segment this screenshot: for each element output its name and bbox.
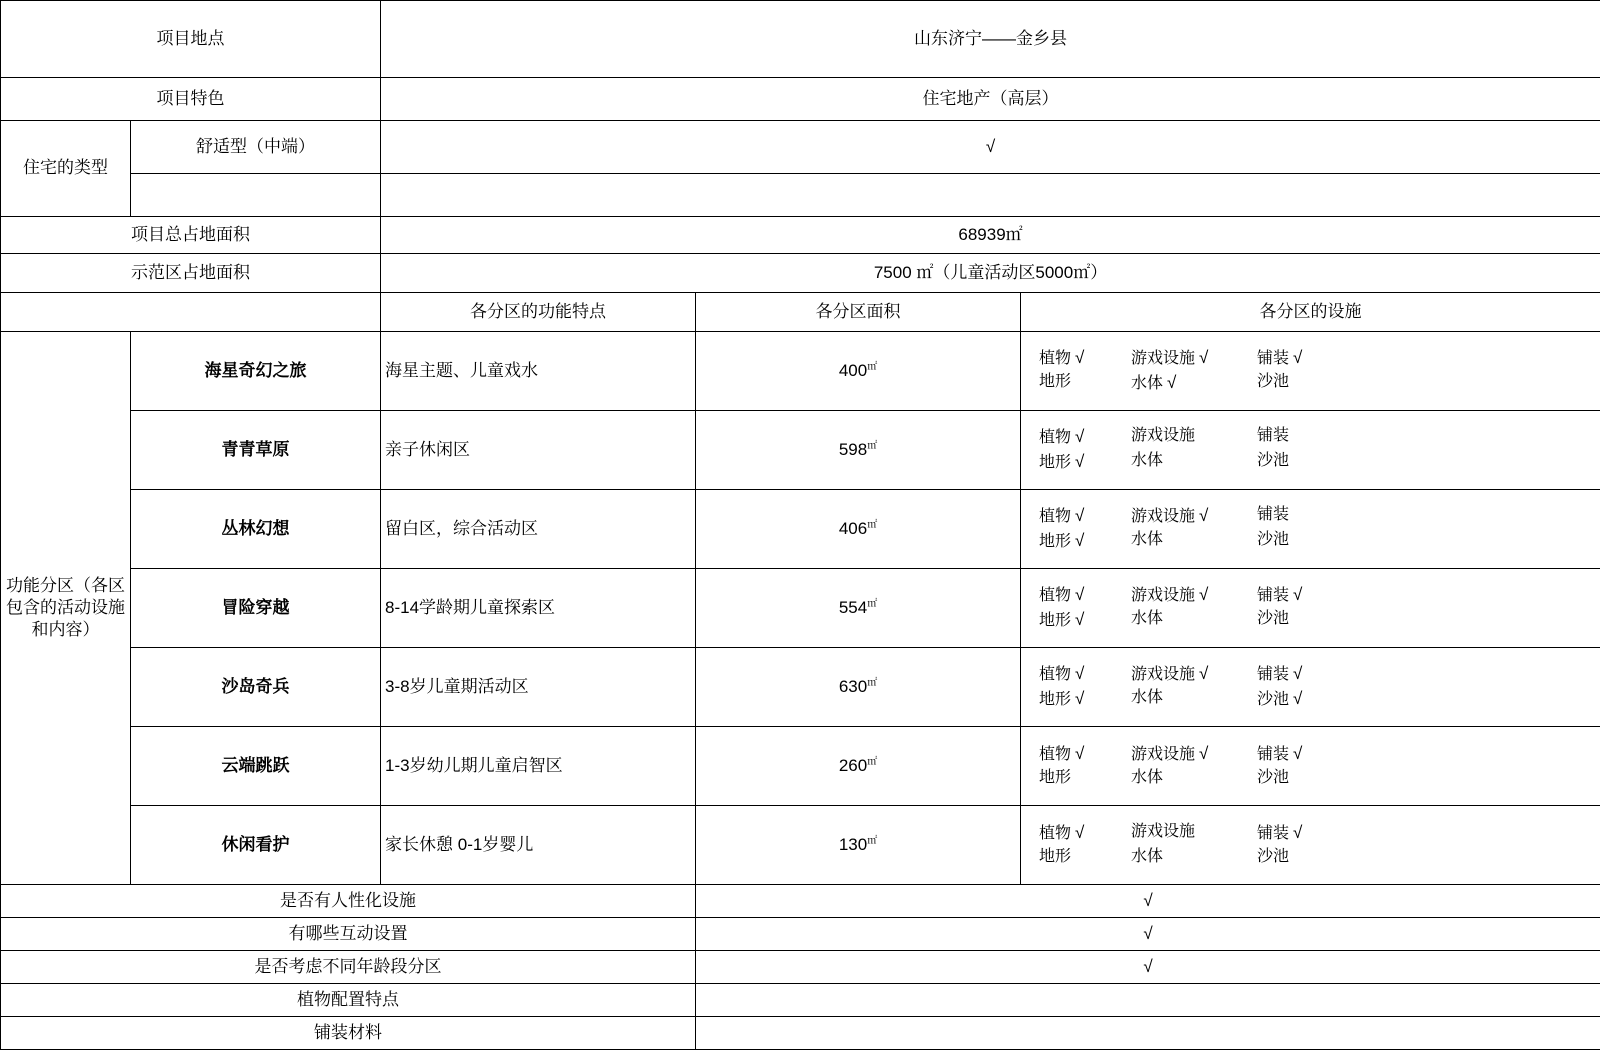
- facility-plant-mark: √: [1075, 822, 1084, 844]
- zone-area: [696, 648, 1021, 727]
- zone-header-blank: [1, 293, 381, 332]
- facility-sand: 沙池: [1257, 768, 1341, 789]
- zone-function: 海星主题、儿童戏水: [381, 332, 696, 411]
- zone-area: [696, 569, 1021, 648]
- table-row-zone: [1, 648, 1600, 727]
- facility-game-mark: √: [1199, 347, 1208, 369]
- value-location: 山东济宁——金乡县: [381, 1, 1600, 78]
- facility-plant-mark: √: [1075, 584, 1084, 606]
- facility-game: 游戏设施 √: [1131, 663, 1251, 686]
- facility-paving: 铺装 √: [1257, 663, 1341, 686]
- facility-water: 水体: [1131, 451, 1251, 474]
- label-housing-subtype-empty: [131, 174, 381, 217]
- facility-sand: 沙池: [1257, 451, 1341, 474]
- zone-area: [696, 411, 1021, 490]
- label-demo-area: 示范区占地面积: [1, 254, 381, 293]
- facility-plant: 植物 √: [1039, 347, 1125, 370]
- value-demo-area: 7500 ㎡（儿童活动区5000㎡）: [381, 254, 1600, 293]
- footer-label-age-zoning: 是否考虑不同年龄段分区: [1, 951, 696, 984]
- table-row-zone: [1, 332, 1600, 411]
- facility-plant: 植物 √: [1039, 584, 1125, 607]
- facility-game: 游戏设施: [1131, 822, 1251, 845]
- zone-function: 8-14学龄期儿童探索区: [381, 569, 696, 648]
- label-housing-type: 住宅的类型: [1, 121, 131, 217]
- zone-header-area: 各分区面积: [696, 293, 1021, 332]
- zone-area-value: 260: [839, 756, 867, 775]
- zone-area-unit: ㎡: [867, 361, 877, 372]
- zone-area-value: 554: [839, 598, 867, 617]
- table-row-footer: [1, 1017, 1600, 1050]
- facility-sand: 沙池: [1257, 847, 1341, 868]
- facility-paving-mark: √: [1293, 743, 1302, 765]
- zone-name: 沙岛奇兵: [131, 648, 381, 727]
- facility-terrain-mark: √: [1075, 451, 1084, 473]
- footer-label-interactive-setting: 有哪些互动设置: [1, 918, 696, 951]
- zone-facilities: [1021, 332, 1600, 411]
- facility-plant-mark: √: [1075, 743, 1084, 765]
- facility-plant-mark: √: [1075, 505, 1084, 527]
- facility-plant-mark: √: [1075, 347, 1084, 369]
- zone-function: 1-3岁幼儿期儿童启智区: [381, 727, 696, 806]
- table-row-zone: [1, 569, 1600, 648]
- table-row-housing-type-empty: [1, 174, 1600, 217]
- facility-plant: 植物 √: [1039, 505, 1125, 528]
- zone-area-unit: ㎡: [867, 519, 877, 530]
- footer-label-plant-config: 植物配置特点: [1, 984, 696, 1017]
- facility-game: 游戏设施 √: [1131, 584, 1251, 607]
- facility-game-mark: √: [1199, 663, 1208, 685]
- zone-facilities: [1021, 806, 1600, 885]
- facility-plant: 植物 √: [1039, 426, 1125, 449]
- footer-value-plant-config: [696, 984, 1600, 1017]
- zone-area-value: 406: [839, 519, 867, 538]
- zone-area-value: 630: [839, 677, 867, 696]
- facility-water: 水体: [1131, 847, 1251, 868]
- zone-name: 冒险穿越: [131, 569, 381, 648]
- facility-game: 游戏设施: [1131, 426, 1251, 449]
- zone-name: 青青草原: [131, 411, 381, 490]
- facility-sand: 沙池 √: [1257, 688, 1341, 711]
- facility-paving-mark: √: [1293, 822, 1302, 844]
- facility-game-mark: √: [1199, 743, 1208, 765]
- table-row-footer: [1, 951, 1600, 984]
- zone-area-unit: ㎡: [867, 677, 877, 688]
- footer-value-humanized-facility: √: [696, 885, 1600, 918]
- zone-name: 休闲看护: [131, 806, 381, 885]
- footer-label-paving-material: 铺装材料: [1, 1017, 696, 1050]
- zone-facilities: [1021, 490, 1600, 569]
- facility-plant: 植物 √: [1039, 743, 1125, 766]
- footer-label-humanized-facility: 是否有人性化设施: [1, 885, 696, 918]
- facility-sand-mark: √: [1293, 688, 1302, 710]
- zone-area: [696, 727, 1021, 806]
- facility-game-mark: √: [1199, 505, 1208, 527]
- zone-facilities: [1021, 648, 1600, 727]
- footer-value-interactive-setting: √: [696, 918, 1600, 951]
- zone-facilities: [1021, 727, 1600, 806]
- facility-paving: 铺装 √: [1257, 743, 1341, 766]
- zone-function: 留白区，综合活动区: [381, 490, 696, 569]
- facility-water: 水体: [1131, 768, 1251, 789]
- facility-paving-mark: √: [1293, 584, 1302, 606]
- table-row-demo-area: [1, 254, 1600, 293]
- zone-name: 丛林幻想: [131, 490, 381, 569]
- table-row-zone-header: [1, 293, 1600, 332]
- table-row-footer: [1, 984, 1600, 1017]
- table-row-zone: [1, 727, 1600, 806]
- value-housing-subtype-empty: [381, 174, 1600, 217]
- value-total-area: 68939㎡: [381, 217, 1600, 254]
- table-row-feature: [1, 78, 1600, 121]
- facility-water: 水体: [1131, 609, 1251, 632]
- label-feature: 项目特色: [1, 78, 381, 121]
- facility-paving: 铺装 √: [1257, 584, 1341, 607]
- table-row-location: [1, 1, 1600, 78]
- zone-name: 海星奇幻之旅: [131, 332, 381, 411]
- facility-terrain: 地形: [1039, 847, 1125, 868]
- zone-area-value: 598: [839, 440, 867, 459]
- zone-function: 亲子休闲区: [381, 411, 696, 490]
- zone-area-unit: ㎡: [867, 835, 877, 846]
- facility-game-mark: √: [1199, 584, 1208, 606]
- zone-area-unit: ㎡: [867, 756, 877, 767]
- facility-terrain-mark: √: [1075, 609, 1084, 631]
- facility-terrain-mark: √: [1075, 530, 1084, 552]
- facility-terrain: 地形 √: [1039, 609, 1125, 632]
- footer-value-age-zoning: √: [696, 951, 1600, 984]
- zone-header-function: 各分区的功能特点: [381, 293, 696, 332]
- table-row-housing-type: [1, 121, 1600, 174]
- zone-area: [696, 490, 1021, 569]
- facility-terrain-mark: √: [1075, 688, 1084, 710]
- facility-water: 水体: [1131, 530, 1251, 553]
- zone-facilities: [1021, 569, 1600, 648]
- facility-plant-mark: √: [1075, 663, 1084, 685]
- table-row-zone: [1, 490, 1600, 569]
- facility-sand: 沙池: [1257, 609, 1341, 632]
- value-housing-subtype: √: [381, 121, 1600, 174]
- zone-area-unit: ㎡: [867, 440, 877, 451]
- facility-plant-mark: √: [1075, 426, 1084, 448]
- facility-game: 游戏设施 √: [1131, 743, 1251, 766]
- facility-paving: 铺装: [1257, 505, 1341, 528]
- facility-paving: 铺装: [1257, 426, 1341, 449]
- facility-terrain: 地形: [1039, 768, 1125, 789]
- label-total-area: 项目总占地面积: [1, 217, 381, 254]
- zone-area-unit: ㎡: [867, 598, 877, 609]
- zone-area: [696, 332, 1021, 411]
- facility-paving: 铺装 √: [1257, 822, 1341, 845]
- facility-sand: 沙池: [1257, 372, 1341, 395]
- table-row-zone: [1, 806, 1600, 885]
- table-row-zone: [1, 411, 1600, 490]
- zone-name: 云端跳跃: [131, 727, 381, 806]
- facility-paving: 铺装 √: [1257, 347, 1341, 370]
- facility-terrain: 地形: [1039, 372, 1125, 395]
- facility-game: 游戏设施 √: [1131, 505, 1251, 528]
- table-row-total-area: [1, 217, 1600, 254]
- facility-game: 游戏设施 √: [1131, 347, 1251, 370]
- facility-terrain: 地形 √: [1039, 451, 1125, 474]
- zone-area-value: 400: [839, 361, 867, 380]
- facility-water-mark: √: [1167, 372, 1176, 394]
- facility-plant: 植物 √: [1039, 822, 1125, 845]
- zone-area: [696, 806, 1021, 885]
- label-housing-subtype: 舒适型（中端）: [131, 121, 381, 174]
- zone-facilities: [1021, 411, 1600, 490]
- footer-value-paving-material: [696, 1017, 1600, 1050]
- facility-sand: 沙池: [1257, 530, 1341, 553]
- facility-paving-mark: √: [1293, 347, 1302, 369]
- facility-terrain: 地形 √: [1039, 688, 1125, 711]
- facility-water: 水体 √: [1131, 372, 1251, 395]
- value-feature: 住宅地产（高层）: [381, 78, 1600, 121]
- table-row-footer: [1, 918, 1600, 951]
- label-function-zones: 功能分区（各区包含的活动设施和内容）: [1, 332, 131, 885]
- zone-area-value: 130: [839, 835, 867, 854]
- facility-paving-mark: √: [1293, 663, 1302, 685]
- table-row-footer: [1, 885, 1600, 918]
- zone-function: 3-8岁儿童期活动区: [381, 648, 696, 727]
- facility-terrain: 地形 √: [1039, 530, 1125, 553]
- facility-plant: 植物 √: [1039, 663, 1125, 686]
- label-location: 项目地点: [1, 1, 381, 78]
- zone-header-facilities: 各分区的设施: [1021, 293, 1600, 332]
- facility-water: 水体: [1131, 688, 1251, 711]
- zone-function: 家长休憩 0-1岁婴儿: [381, 806, 696, 885]
